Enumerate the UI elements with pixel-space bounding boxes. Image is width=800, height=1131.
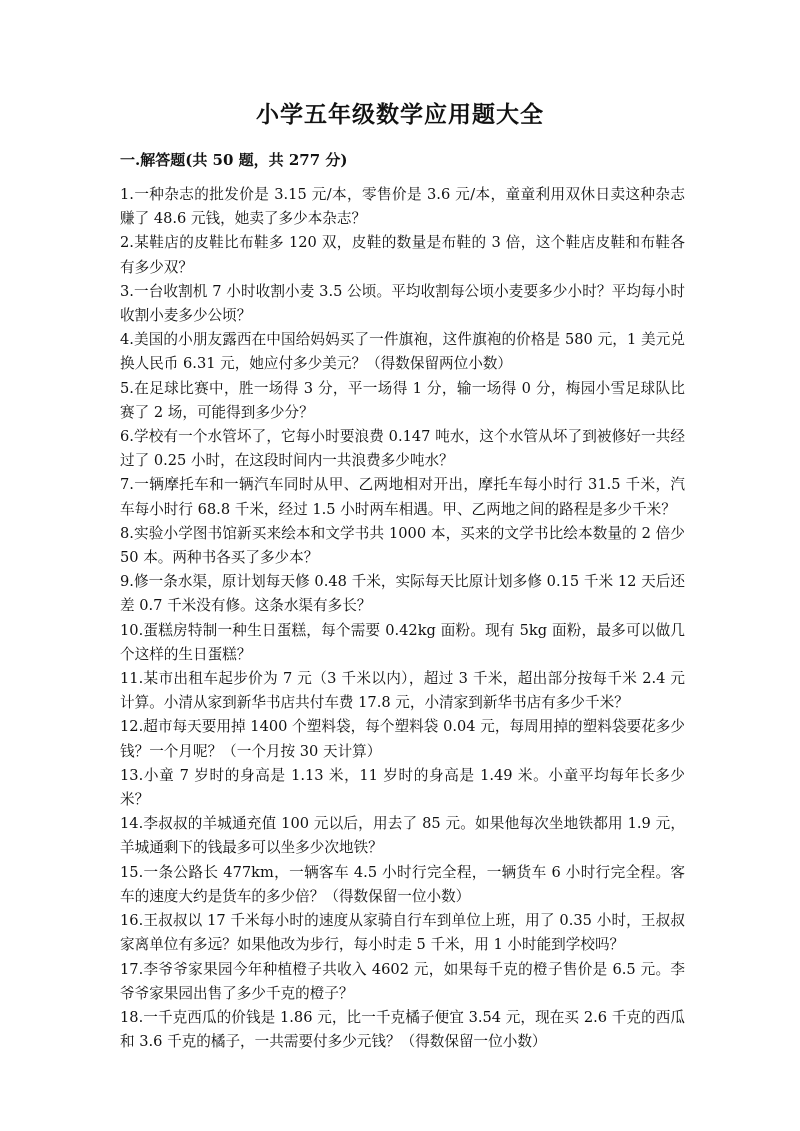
question-item: 4.美国的小朋友露西在中国给妈妈买了一件旗袍，这件旗袍的价格是 580 元，1 美元兑换人民币 6.31 元，她应付多少美元？（得数保留两位小数） [120, 331, 685, 373]
question-item: 3.一台收割机 7 小时收割小麦 3.5 公顷。平均收割每公顷小麦要多少小时？平均每小时收割小麦多少公顷？ [120, 282, 685, 325]
question-item: 13.小童 7 岁时的身高是 1.13 米，11 岁时的身高是 1.49 米。小童平均每年长多少米？ [120, 766, 685, 809]
section-heading: 一.解答题(共 50 题，共 277 分) [120, 151, 348, 169]
question-item: 15.一条公路长 477km，一辆客车 4.5 小时行完全程，一辆货车 6 小时行完全程。客车的速度大约是货车的多少倍？（得数保留一位小数） [120, 863, 685, 905]
question-item: 9.修一条水渠，原计划每天修 0.48 千米，实际每天比原计划多修 0.15 千米 12 天后还差 0.7 千米没有修。这条水渠有多长？ [120, 573, 685, 615]
question-item: 8.实验小学图书馆新买来绘本和文学书共 1000 本，买来的文学书比绘本数量的 2 倍少 50 本。两种书各买了多少本？ [120, 524, 685, 567]
question-item: 17.李爷爷家果园今年种植橙子共收入 4602 元，如果每千克的橙子售价是 6.5 元。李爷爷家果园出售了多少千克的橙子？ [120, 960, 685, 1002]
question-item: 6.学校有一个水管坏了，它每小时要浪费 0.147 吨水，这个水管从坏了到被修好一共经过了 0.25 小时，在这段时间内一共浪费多少吨水？ [120, 428, 685, 470]
question-item: 1.一种杂志的批发价是 3.15 元/本，零售价是 3.6 元/本，童童利用双休日卖这种杂志赚了 48.6 元钱，她卖了多少本杂志？ [120, 186, 685, 228]
question-item: 5.在足球比赛中，胜一场得 3 分，平一场得 1 分，输一场得 0 分，梅园小雪足球队比赛了 2 场，可能得到多少分？ [120, 379, 685, 421]
question-item: 18.一千克西瓜的价钱是 1.86 元，比一千克橘子便宜 3.54 元，现在买 2.6 千克的西瓜和 3.6 千克的橘子，一共需要付多少元钱？（得数保留一位小数） [120, 1008, 685, 1051]
question-item: 7.一辆摩托车和一辆汽车同时从甲、乙两地相对开出，摩托车每小时行 31.5 千米，汽车每小时行 68.8 千米，经过 1.5 小时两车相遇。甲、乙两地之间的路程是多少千米？ [120, 476, 685, 518]
document-title: 小学五年级数学应用题大全 [256, 101, 544, 128]
question-item: 11.某市出租车起步价为 7 元（3 千米以内），超过 3 千米，超出部分按每千米 2.4 元计算。小清从家到新华书店共付车费 17.8 元，小清家到新华书店有多少千米？ [120, 670, 685, 712]
question-item: 2.某鞋店的皮鞋比布鞋多 120 双，皮鞋的数量是布鞋的 3 倍，这个鞋店皮鞋和布鞋各有多少双？ [120, 234, 685, 276]
question-list [120, 183, 685, 1054]
question-item: 10.蛋糕房特制一种生日蛋糕，每个需要 0.42kg 面粉。现有 5kg 面粉，最多可以做几个这样的生日蛋糕？ [120, 621, 685, 663]
question-item: 12.超市每天要用掉 1400 个塑料袋，每个塑料袋 0.04 元，每周用掉的塑料袋要花多少钱？一个月呢？（一个月按 30 天计算） [120, 718, 685, 760]
question-item: 14.李叔叔的羊城通充值 100 元以后，用去了 85 元。如果他每次坐地铁都用 1.9 元，羊城通剩下的钱最多可以坐多少次地铁？ [120, 815, 685, 857]
question-item: 16.王叔叔以 17 千米每小时的速度从家骑自行车到单位上班，用了 0.35 小时，王叔叔家离单位有多远？如果他改为步行，每小时走 5 千米，用 1 小时能到学校吗？ [120, 912, 685, 954]
